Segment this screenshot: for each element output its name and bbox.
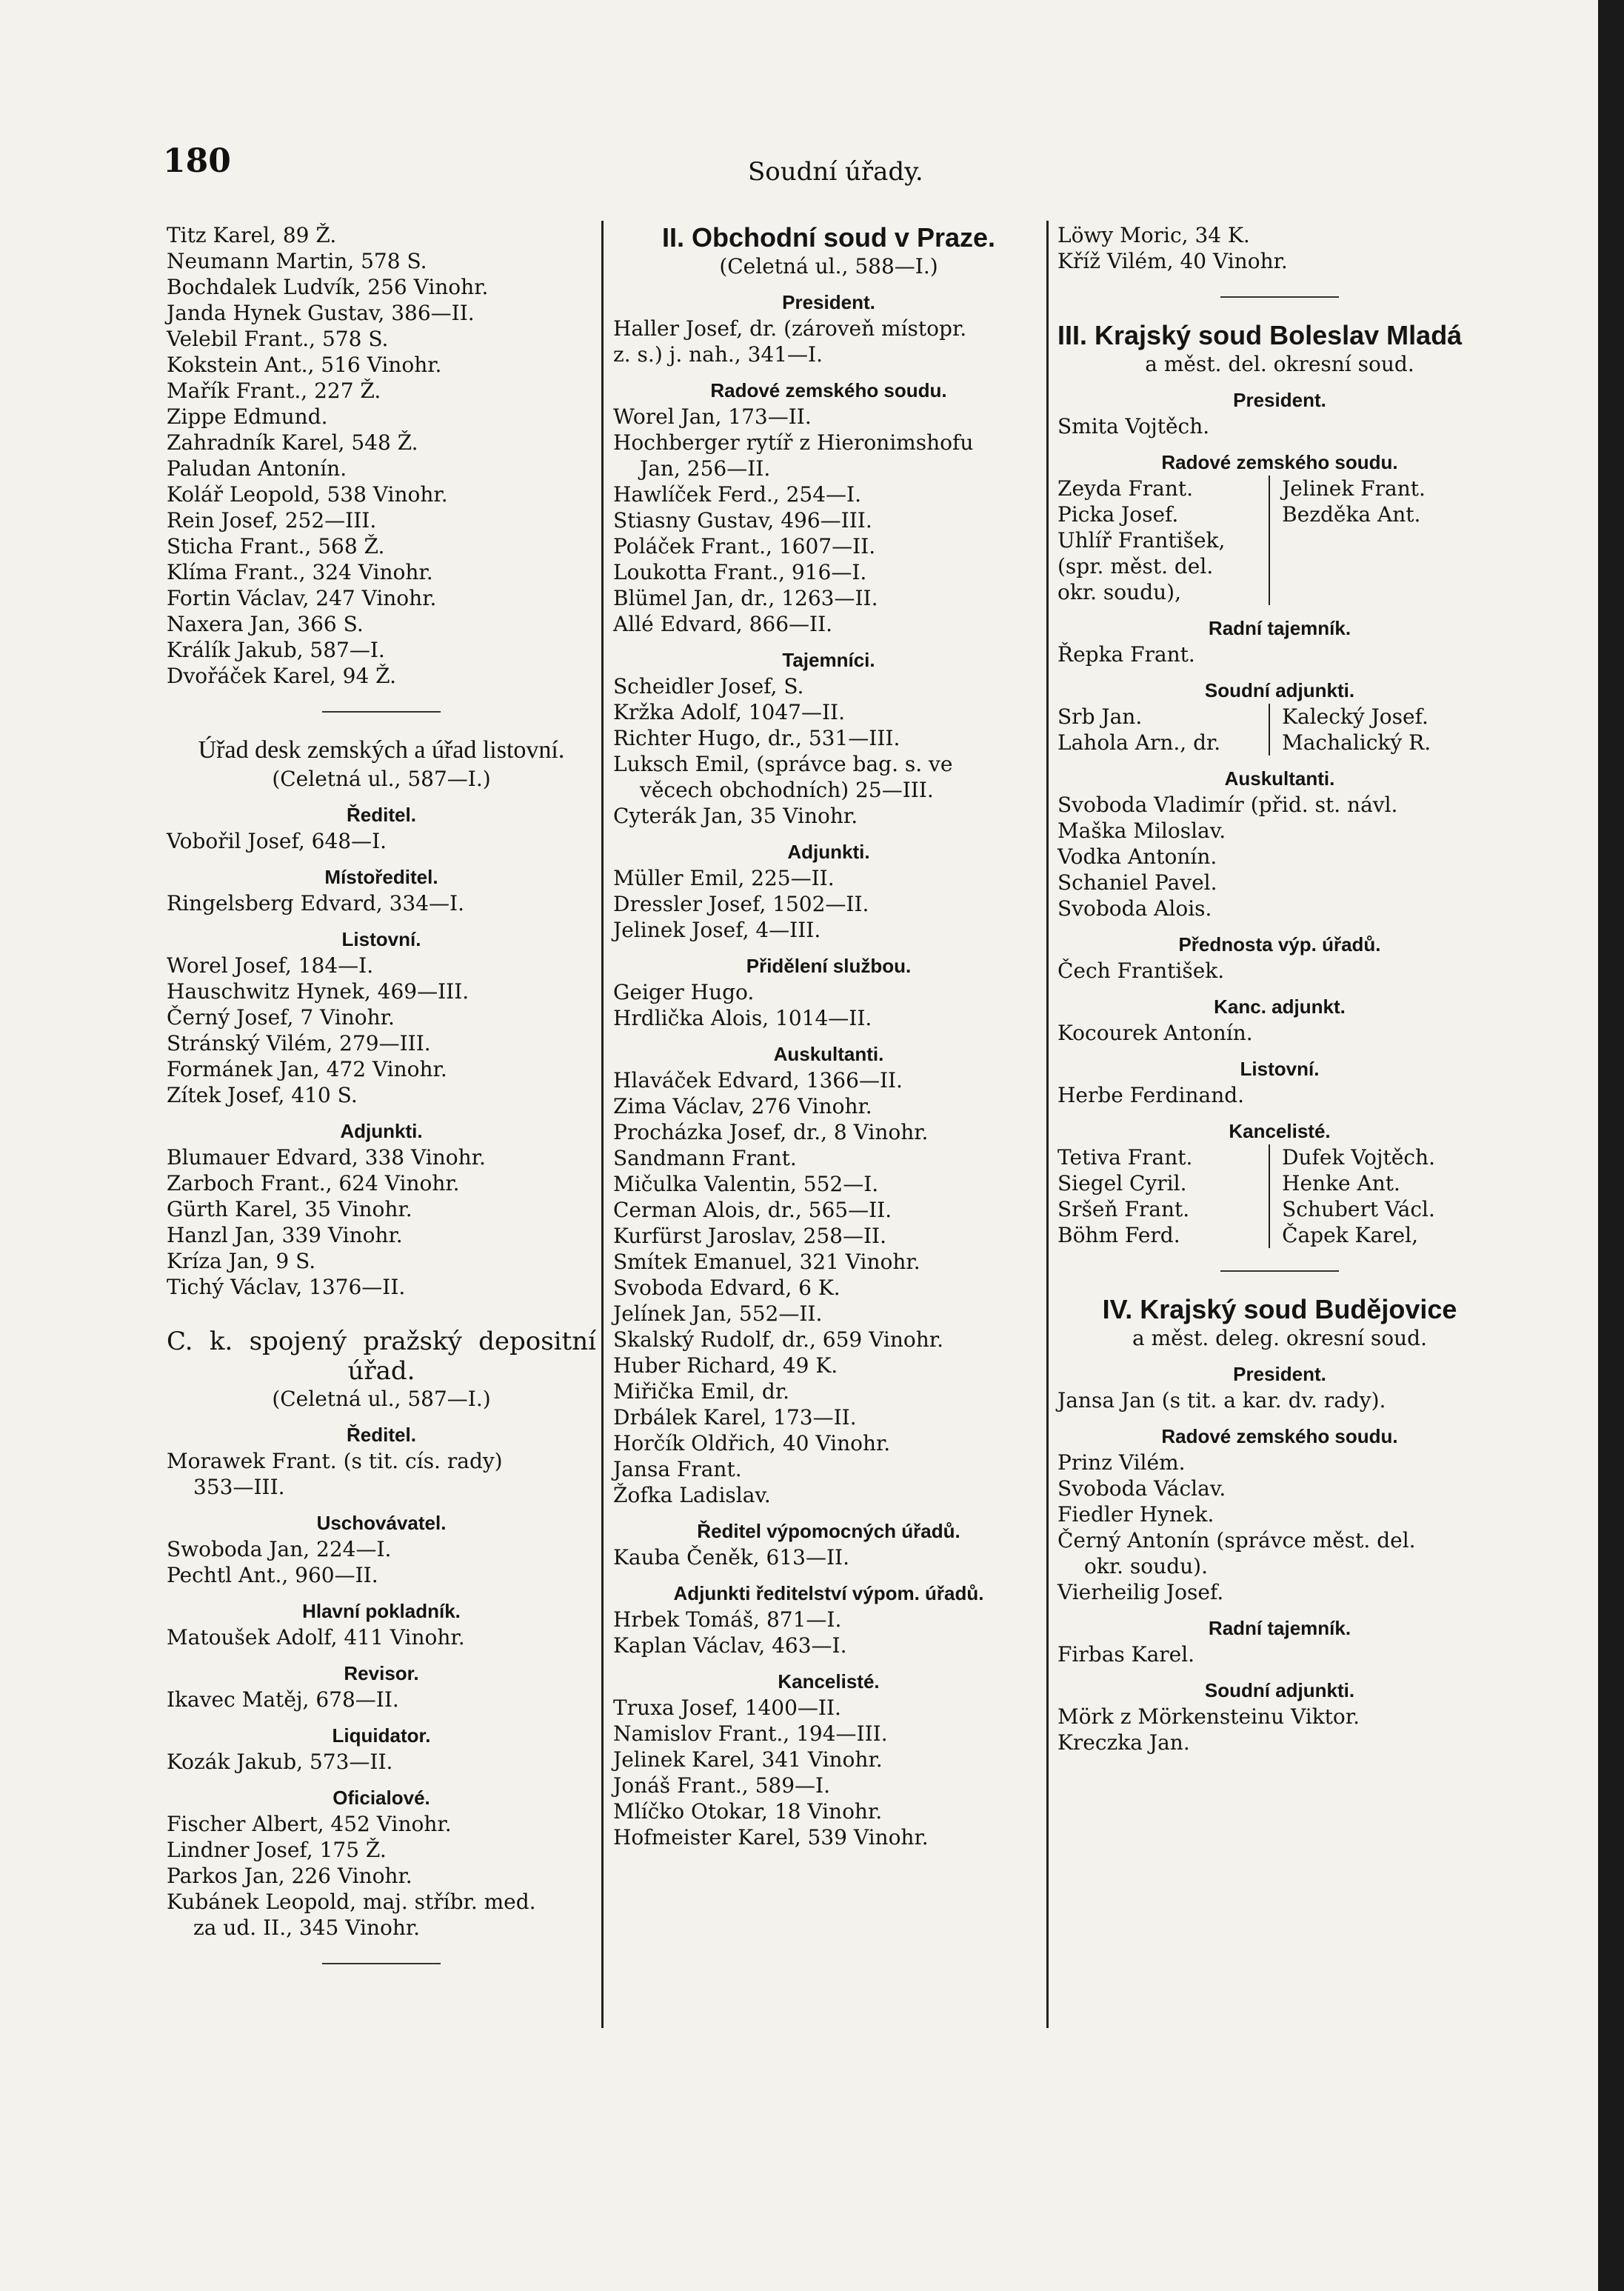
- list-entry: Hofmeister Karel, 539 Vinohr.: [613, 1825, 929, 1850]
- list-entry: Geiger Hugo.: [613, 980, 755, 1004]
- subheading: President.: [1233, 389, 1326, 411]
- list-entry: Truxa Josef, 1400—II.: [613, 1695, 841, 1720]
- list-entry: Dvořáček Karel, 94 Ž.: [167, 664, 397, 688]
- entry: Herbe Ferdinand.: [1057, 1083, 1245, 1107]
- list-entry: Henke Ant.: [1282, 1171, 1400, 1195]
- subheading: Kancelisté.: [1229, 1120, 1331, 1142]
- list-entry: Stiasny Gustav, 496—III.: [613, 508, 872, 533]
- name-list: [1057, 1579, 1502, 1605]
- column-rule-2: [1046, 221, 1049, 2028]
- list-entry: Löwy Moric, 34 K.: [1057, 223, 1250, 247]
- name-list-right: [1270, 704, 1502, 756]
- list-entry: Kokstein Ant., 516 Vinohr.: [167, 353, 442, 377]
- list-entry: (spr. měst. del.: [1057, 554, 1214, 578]
- separator: [322, 1963, 441, 1964]
- address: (Celetná ul., 588—I.): [719, 254, 938, 279]
- list-entry: Tetiva Frant.: [1057, 1145, 1193, 1170]
- name-list-left: [1057, 1144, 1270, 1248]
- subheading: Liquidator.: [332, 1724, 431, 1747]
- list-entry: Richter Hugo, dr., 531—III.: [613, 726, 900, 750]
- address: (Celetná ul., 587—I.): [272, 767, 491, 791]
- list-entry: Jelinek Karel, 341 Vinohr.: [613, 1747, 883, 1772]
- entry: Haller Josef, dr. (zároveň místopr.: [613, 316, 967, 341]
- list-entry: Zeyda Frant.: [1057, 476, 1194, 501]
- list-entry: Drbálek Karel, 173—II.: [613, 1405, 857, 1430]
- list-entry: Hochberger rytíř z Hieronimshofu: [613, 430, 974, 455]
- list-entry: Fischer Albert, 452 Vinohr.: [167, 1812, 452, 1836]
- list-entry: Jelínek Jan, 552—II.: [613, 1301, 823, 1326]
- subheading: Přidělení službou.: [746, 955, 912, 977]
- list-entry: Blümel Jan, dr., 1263—II.: [613, 586, 878, 610]
- entry-cont: za ud. II., 345 Vinohr.: [193, 1915, 421, 1940]
- page-number: 180: [163, 142, 231, 180]
- name-list: [613, 404, 1044, 456]
- list-entry: Kreczka Jan.: [1057, 1730, 1190, 1755]
- name-list-right: [1270, 1144, 1502, 1248]
- list-entry: Worel Josef, 184—I.: [167, 953, 374, 978]
- list-entry: Titz Karel, 89 Ž.: [167, 223, 337, 247]
- scan-dark-edge: [1598, 0, 1624, 2291]
- entry: Smita Vojtěch.: [1057, 414, 1210, 438]
- name-list-right: [1270, 476, 1502, 605]
- list-entry: Svoboda Alois.: [1057, 896, 1212, 921]
- list-entry: Hlaváček Edvard, 1366—II.: [613, 1068, 903, 1093]
- list-entry: Žofka Ladislav.: [613, 1483, 771, 1507]
- subheading: Tajemníci.: [782, 649, 875, 671]
- subheading: Kancelisté.: [778, 1670, 880, 1693]
- list-entry: Čapek Karel,: [1282, 1223, 1418, 1247]
- list-entry: Jonáš Frant., 589—I.: [613, 1773, 830, 1798]
- list-entry: Gürth Karel, 35 Vinohr.: [167, 1197, 412, 1221]
- subheading: President.: [782, 291, 875, 313]
- subheading: Místoředitel.: [324, 866, 438, 888]
- list-entry: Rein Josef, 252—III.: [167, 508, 377, 533]
- list-entry: Miřička Emil, dr.: [613, 1379, 790, 1404]
- list-entry: Kříž Vilém, 40 Vinohr.: [1057, 249, 1288, 273]
- entry: Firbas Karel.: [1057, 1642, 1195, 1667]
- list-entry: Králík Jakub, 587—I.: [167, 638, 385, 662]
- two-column-list: [1057, 704, 1502, 756]
- list-entry: Maška Miloslav.: [1057, 818, 1226, 843]
- list-entry: Blumauer Edvard, 338 Vinohr.: [167, 1145, 486, 1170]
- list-entry: Cyterák Jan, 35 Vinohr.: [613, 804, 858, 828]
- name-list: [613, 803, 1044, 829]
- subheading: Kanc. adjunkt.: [1214, 996, 1346, 1018]
- list-entry: Schaniel Pavel.: [1057, 870, 1217, 895]
- subheading: Adjunkti.: [340, 1120, 423, 1142]
- column-1: [167, 222, 596, 1987]
- subheading: Ředitel.: [347, 804, 416, 826]
- name-list: [613, 1695, 1044, 1850]
- list-entry: Hrbek Tomáš, 871—I.: [613, 1607, 842, 1632]
- list-entry: Luksch Emil, (správce bag. s. ve: [613, 752, 953, 776]
- subheading: Uschovávatel.: [316, 1512, 447, 1534]
- entry: Morawek Frant. (s tit. cís. rady): [167, 1449, 503, 1473]
- list-entry: Fortin Václav, 247 Vinohr.: [167, 586, 437, 610]
- subheading: Ředitel.: [347, 1424, 416, 1446]
- list-entry: Loukotta Frant., 916—I.: [613, 560, 867, 584]
- list-entry: Procházka Josef, dr., 8 Vinohr.: [613, 1120, 929, 1144]
- list-entry: Machalický R.: [1282, 730, 1431, 755]
- entry: Vobořil Josef, 648—I.: [167, 829, 387, 853]
- entry: Kauba Čeněk, 613—II.: [613, 1545, 849, 1570]
- subheading: Auskultanti.: [1224, 767, 1335, 790]
- list-entry: Scheidler Josef, S.: [613, 674, 804, 698]
- name-list: [613, 673, 1044, 777]
- subheading: Soudní adjunkti.: [1204, 679, 1355, 701]
- section-title: IV. Krajský soud Budějovice: [1102, 1294, 1457, 1324]
- subheading: Hlavní pokladník.: [302, 1600, 461, 1622]
- list-entry: Swoboda Jan, 224—I.: [167, 1537, 392, 1561]
- list-entry: Zippe Edmund.: [167, 404, 328, 429]
- list-entry: Lahola Arn., dr.: [1057, 730, 1221, 755]
- subheading: Přednosta výp. úřadů.: [1178, 933, 1381, 956]
- separator: [322, 711, 441, 713]
- subheading: Auskultanti.: [773, 1043, 884, 1065]
- entry: Řepka Frant.: [1057, 642, 1195, 667]
- list-entry: Hauschwitz Hynek, 469—III.: [167, 979, 470, 1004]
- entry: Matoušek Adolf, 411 Vinohr.: [167, 1625, 465, 1650]
- section-title: II. Obchodní soud v Praze.: [661, 222, 996, 253]
- list-entry: Cerman Alois, dr., 565—II.: [613, 1198, 892, 1222]
- subheading: Oficialové.: [333, 1787, 430, 1809]
- name-list: [167, 1536, 596, 1588]
- column-3: [1057, 222, 1502, 1755]
- list-entry: Mlíčko Otokar, 18 Vinohr.: [613, 1799, 883, 1824]
- list-entry: Velebil Frant., 578 S.: [167, 327, 389, 351]
- two-column-list: [1057, 1144, 1502, 1248]
- name-list: [1057, 792, 1502, 921]
- list-entry: Kurfürst Jaroslav, 258—II.: [613, 1224, 886, 1248]
- subheading: Ředitel výpomocných úřadů.: [697, 1520, 960, 1542]
- entry-cont: z. s.) j. nah., 341—I.: [613, 342, 823, 367]
- list-entry: Svoboda Edvard, 6 K.: [613, 1275, 841, 1300]
- list-entry: Mičulka Valentin, 552—I.: [613, 1172, 879, 1196]
- list-entry: Zahradník Karel, 548 Ž.: [167, 430, 418, 455]
- list-entry: Dufek Vojtěch.: [1282, 1145, 1435, 1170]
- list-entry: Jansa Frant.: [613, 1457, 742, 1481]
- list-entry: Prinz Vilém.: [1057, 1450, 1186, 1475]
- name-list: [1057, 1450, 1502, 1553]
- subheading: Adjunkti ředitelství výpom. úřadů.: [673, 1582, 984, 1604]
- subheading: Radní tajemník.: [1208, 1617, 1351, 1639]
- list-entry: Kalecký Josef.: [1282, 704, 1428, 729]
- list-entry: Bochdalek Ludvík, 256 Vinohr.: [167, 275, 489, 299]
- list-entry: Sandmann Frant.: [613, 1146, 797, 1170]
- name-list-left: [1057, 476, 1270, 605]
- list-entry: Hanzl Jan, 339 Vinohr.: [167, 1223, 403, 1247]
- entry: Čech František.: [1057, 958, 1225, 983]
- list-entry: Picka Josef.: [1057, 502, 1179, 527]
- list-entry: Smítek Emanuel, 321 Vinohr.: [613, 1250, 920, 1274]
- list-entry: Zarboch Frant., 624 Vinohr.: [167, 1171, 460, 1195]
- list-entry: Svoboda Vladimír (přid. st. návl.: [1057, 793, 1398, 817]
- name-list: [167, 953, 596, 1108]
- entry: Ringelsberg Edvard, 334—I.: [167, 891, 464, 916]
- subheading: President.: [1233, 1363, 1326, 1385]
- list-entry: Horčík Oldřich, 40 Vinohr.: [613, 1431, 891, 1455]
- list-entry: Uhlíř František,: [1057, 528, 1226, 553]
- subheading: Listovní.: [341, 928, 421, 950]
- list-entry: Stránský Vilém, 279—III.: [167, 1031, 431, 1056]
- list-entry: Allé Edvard, 866—II.: [613, 612, 833, 636]
- running-header: Soudní úřady.: [748, 157, 923, 187]
- two-column-list: [1057, 476, 1502, 605]
- subheading: Radové zemského soudu.: [1161, 1425, 1398, 1447]
- list-entry: Parkos Jan, 226 Vinohr.: [167, 1864, 412, 1888]
- list-entry: Neumann Martin, 578 S.: [167, 249, 427, 273]
- list-entry: Mörk z Mörkensteinu Viktor.: [1057, 1704, 1360, 1729]
- entry: Ikavec Matěj, 678—II.: [167, 1687, 399, 1712]
- entry-cont: věcech obchodních) 25—III.: [640, 778, 934, 802]
- list-entry: Zima Václav, 276 Vinohr.: [613, 1094, 872, 1118]
- list-entry: Vodka Antonín.: [1057, 844, 1217, 869]
- entry: Kozák Jakub, 573—II.: [167, 1750, 393, 1774]
- list-entry: Müller Emil, 225—II.: [613, 866, 835, 890]
- list-entry: Kubánek Leopold, maj. stříbr. med.: [167, 1890, 536, 1914]
- list-entry: Hrdlička Alois, 1014—II.: [613, 1006, 872, 1030]
- column-rule-1: [601, 221, 604, 2028]
- name-list: [167, 222, 596, 689]
- list-entry: Formánek Jan, 472 Vinohr.: [167, 1057, 447, 1081]
- list-entry: Huber Richard, 49 K.: [613, 1353, 838, 1378]
- list-entry: Dressler Josef, 1502—II.: [613, 892, 869, 916]
- subheading: Soudní adjunkti.: [1204, 1679, 1355, 1701]
- list-entry: Sršeň Frant.: [1057, 1197, 1190, 1221]
- entry: Jansa Jan (s tit. a kar. dv. rady).: [1057, 1388, 1386, 1413]
- list-entry: Siegel Cyril.: [1057, 1171, 1187, 1195]
- list-entry: Kolář Leopold, 538 Vinohr.: [167, 482, 448, 507]
- list-entry: Mařík Frant., 227 Ž.: [167, 379, 381, 403]
- separator: [1220, 1270, 1339, 1272]
- section-title-cont: úřad.: [347, 1356, 415, 1386]
- subtitle: a měst. del. okresní soud.: [1145, 352, 1414, 376]
- list-entry: Schubert Václ.: [1282, 1197, 1435, 1221]
- subheading: Radové zemského soudu.: [1161, 451, 1398, 473]
- name-list: [1057, 222, 1502, 274]
- list-entry: Skalský Rudolf, dr., 659 Vinohr.: [613, 1327, 943, 1352]
- list-entry: Kaplan Václav, 463—I.: [613, 1633, 847, 1658]
- list-entry: Fiedler Hynek.: [1057, 1502, 1214, 1527]
- list-entry: Poláček Frant., 1607—II.: [613, 534, 876, 558]
- list-entry: Tichý Václav, 1376—II.: [167, 1275, 406, 1299]
- name-list: [167, 1144, 596, 1300]
- subheading: Adjunkti.: [787, 841, 870, 863]
- entry: Kocourek Antonín.: [1057, 1021, 1253, 1045]
- name-list-left: [1057, 704, 1270, 756]
- separator: [1220, 296, 1339, 298]
- list-entry: Jelinek Josef, 4—III.: [613, 918, 821, 942]
- list-entry: Kržka Adolf, 1047—II.: [613, 700, 846, 724]
- name-list: [1057, 1704, 1502, 1755]
- list-entry: Zítek Josef, 410 S.: [167, 1083, 358, 1107]
- subheading: Radní tajemník.: [1208, 617, 1351, 639]
- list-entry: Lindner Josef, 175 Ž.: [167, 1838, 387, 1862]
- section-title: III. Krajský soud Boleslav Mladá: [1057, 320, 1463, 350]
- entry-cont: 353—III.: [193, 1475, 285, 1499]
- list-entry: Böhm Ferd.: [1057, 1223, 1180, 1247]
- subheading: Radové zemského soudu.: [710, 379, 947, 401]
- list-entry: Jelinek Frant.: [1282, 476, 1426, 501]
- list-entry: Bezděka Ant.: [1282, 502, 1421, 527]
- list-entry: Namislov Frant., 194—III.: [613, 1721, 888, 1746]
- address: (Celetná ul., 587—I.): [272, 1387, 491, 1411]
- list-entry: Hawlíček Ferd., 254—I.: [613, 482, 861, 507]
- list-entry: Klíma Frant., 324 Vinohr.: [167, 560, 433, 584]
- name-list: [613, 865, 1044, 943]
- subheading: Listovní.: [1240, 1058, 1320, 1080]
- list-entry: Černý Antonín (správce měst. del.: [1057, 1528, 1416, 1553]
- list-entry: okr. soudu),: [1057, 580, 1181, 604]
- column-2: [613, 222, 1044, 1850]
- list-entry: Janda Hynek Gustav, 386—II.: [167, 301, 475, 325]
- name-list: [613, 1607, 1044, 1658]
- name-list: [613, 1067, 1044, 1508]
- list-entry: Černý Josef, 7 Vinohr.: [167, 1005, 395, 1030]
- name-list: [613, 481, 1044, 637]
- list-entry: Worel Jan, 173—II.: [613, 404, 812, 429]
- list-entry: Srb Jan.: [1057, 704, 1143, 729]
- entry-cont: Jan, 256—II.: [640, 456, 771, 481]
- list-entry: Vierheilig Josef.: [1057, 1580, 1224, 1604]
- section-title: C. k. spojený pražský depositní: [167, 1327, 596, 1356]
- list-entry: Kríza Jan, 9 S.: [167, 1249, 316, 1273]
- subheading: Revisor.: [344, 1662, 419, 1684]
- name-list: [167, 1811, 596, 1915]
- list-entry: Sticha Frant., 568 Ž.: [167, 534, 385, 558]
- name-list: [613, 979, 1044, 1031]
- list-entry: Svoboda Václav.: [1057, 1476, 1226, 1501]
- entry-cont: okr. soudu).: [1084, 1554, 1208, 1578]
- list-entry: Naxera Jan, 366 S.: [167, 612, 364, 636]
- subtitle: a měst. deleg. okresní soud.: [1132, 1326, 1427, 1350]
- section-title: Úřad desk zemských a úřad listovní.: [198, 736, 565, 764]
- list-entry: Pechtl Ant., 960—II.: [167, 1563, 378, 1587]
- list-entry: Paludan Antonín.: [167, 456, 347, 481]
